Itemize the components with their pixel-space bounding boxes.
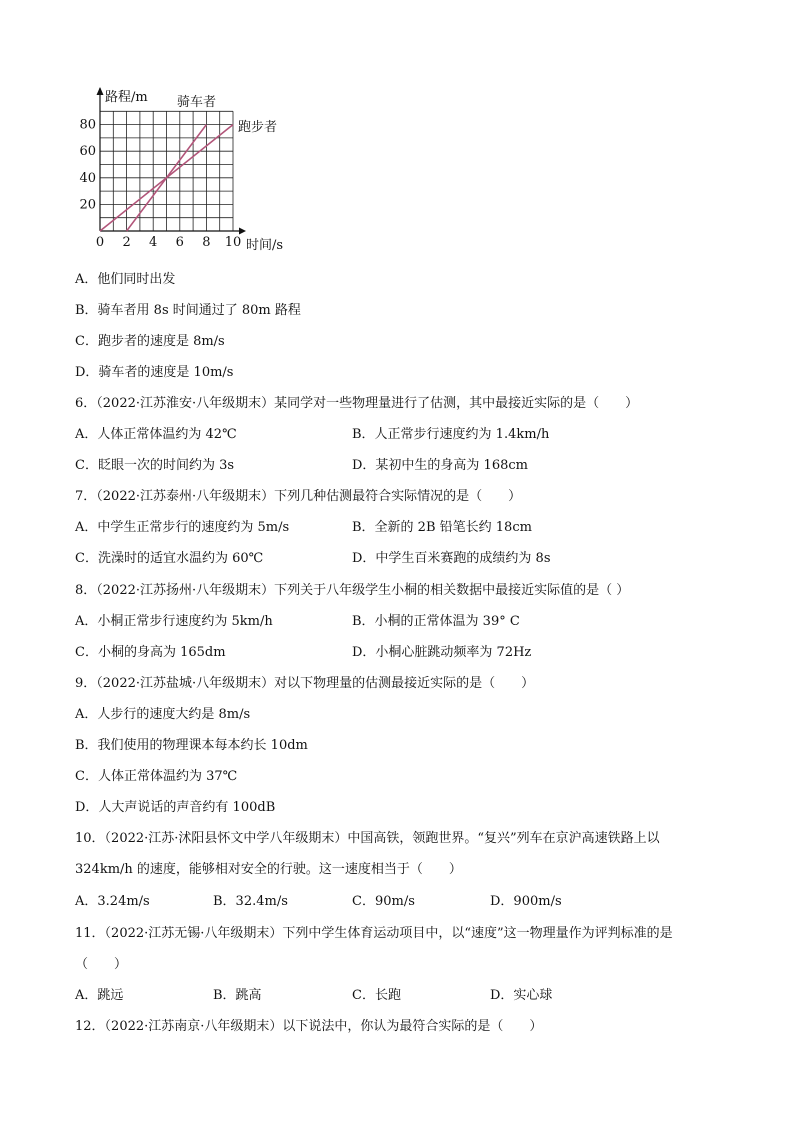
series-label-runner: 跑步者 [238, 120, 278, 135]
x-tick-label: 2 [122, 235, 131, 250]
q10-option-c: C．90m/s [352, 894, 415, 909]
q10-option-a: A．3.24m/s [75, 894, 150, 909]
q5-option-d: D．骑车者的速度是 10m/s [75, 365, 234, 380]
q11-option-b: B．跳高 [213, 988, 262, 1003]
q8-option-c: C．小桐的身高为 165dm [75, 645, 226, 660]
chart-axes [97, 87, 247, 235]
q6-option-c: C．眨眼一次的时间约为 3s [75, 458, 235, 473]
q7-stem: 7．（2022·江苏泰州·八年级期末）下列几种估测最符合实际情况的是（ ） [75, 489, 522, 504]
distance-time-chart [79, 84, 316, 254]
x-tick-label: 4 [149, 235, 158, 250]
q9-option-b: B．我们使用的物理课本每本约长 10dm [75, 738, 308, 753]
q6-stem: 6．（2022·江苏淮安·八年级期末）某同学对一些物理量进行了估测，其中最接近实际的是（ ） [75, 396, 639, 411]
x-tick-label: 0 [95, 235, 105, 250]
q5-option-a: A．他们同时出发 [75, 272, 176, 287]
chart-grid [100, 111, 233, 231]
q6-option-d: D．某初中生的身高为 168cm [352, 458, 528, 473]
q7-option-c: C．洗澡时的适宜水温约为 60℃ [75, 551, 264, 566]
x-tick-label: 10 [224, 235, 242, 250]
q7-option-d: D．中学生百米赛跑的成绩约为 8s [352, 551, 551, 566]
q10-stem-line1: 10．（2022·江苏·沭阳县怀文中学八年级期末）中国高铁，领跑世界。“复兴”列车在京沪高速铁路上以 [75, 831, 660, 846]
q8-option-d: D．小桐心脏跳动频率为 72Hz [352, 645, 532, 660]
q10-option-b: B．32.4m/s [213, 894, 288, 909]
q12-stem: 12．（2022·江苏南京·八年级期末）以下说法中，你认为最符合实际的是（ ） [75, 1019, 543, 1034]
q11-stem-line1: 11．（2022·江苏无锡·八年级期末）下列中学生体育运动项目中，以“速度”这一物理量作为评判标准的是 [75, 926, 673, 941]
y-tick-label: 80 [79, 117, 96, 133]
q5-option-c: C．跑步者的速度是 8m/s [75, 334, 225, 349]
q10-stem-line2: 324km/h 的速度，能够相对安全的行驶。这一速度相当于（ ） [75, 862, 462, 877]
series-label-cyclist: 骑车者 [177, 95, 217, 110]
q10-option-d: D．900m/s [490, 894, 562, 909]
y-tick-label: 40 [79, 170, 96, 186]
q5-option-b: B．骑车者用 8s 时间通过了 80m 路程 [75, 303, 301, 318]
q8-option-b: B．小桐的正常体温为 39° C [352, 614, 520, 629]
q11-option-c: C．长跑 [352, 988, 401, 1003]
y-tick-label: 60 [79, 144, 96, 160]
y-axis-label: 路程/m [105, 90, 148, 105]
q7-option-b: B．全新的 2B 铅笔长约 18cm [352, 520, 532, 535]
q9-option-d: D．人大声说话的声音约有 100dB [75, 800, 276, 815]
q9-option-a: A．人步行的速度大约是 8m/s [75, 707, 251, 722]
x-axis-label: 时间/s [246, 238, 284, 253]
q8-stem: 8．（2022·江苏扬州·八年级期末）下列关于八年级学生小桐的相关数据中最接近实际值的是（ ） [75, 583, 630, 598]
q11-option-a: A．跳远 [75, 988, 124, 1003]
y-axis-arrow-icon [97, 87, 104, 95]
q6-option-a: A．人体正常体温约为 42℃ [75, 427, 237, 442]
q11-stem-line2: （ ） [75, 957, 128, 972]
q8-option-a: A．小桐正常步行速度约为 5km/h [75, 614, 273, 629]
x-axis-arrow-icon [239, 228, 246, 235]
y-tick-label: 20 [79, 197, 96, 213]
x-tick-label: 6 [175, 235, 184, 250]
x-tick-label: 8 [202, 235, 211, 250]
q7-option-a: A．中学生正常步行的速度约为 5m/s [75, 520, 290, 535]
q11-option-d: D．实心球 [490, 988, 553, 1003]
q6-option-b: B．人正常步行速度约为 1.4km/h [352, 427, 550, 442]
q9-stem: 9．（2022·江苏盐城·八年级期末）对以下物理量的估测最接近实际的是（ ） [75, 676, 535, 691]
q9-option-c: C．人体正常体温约为 37℃ [75, 769, 238, 784]
